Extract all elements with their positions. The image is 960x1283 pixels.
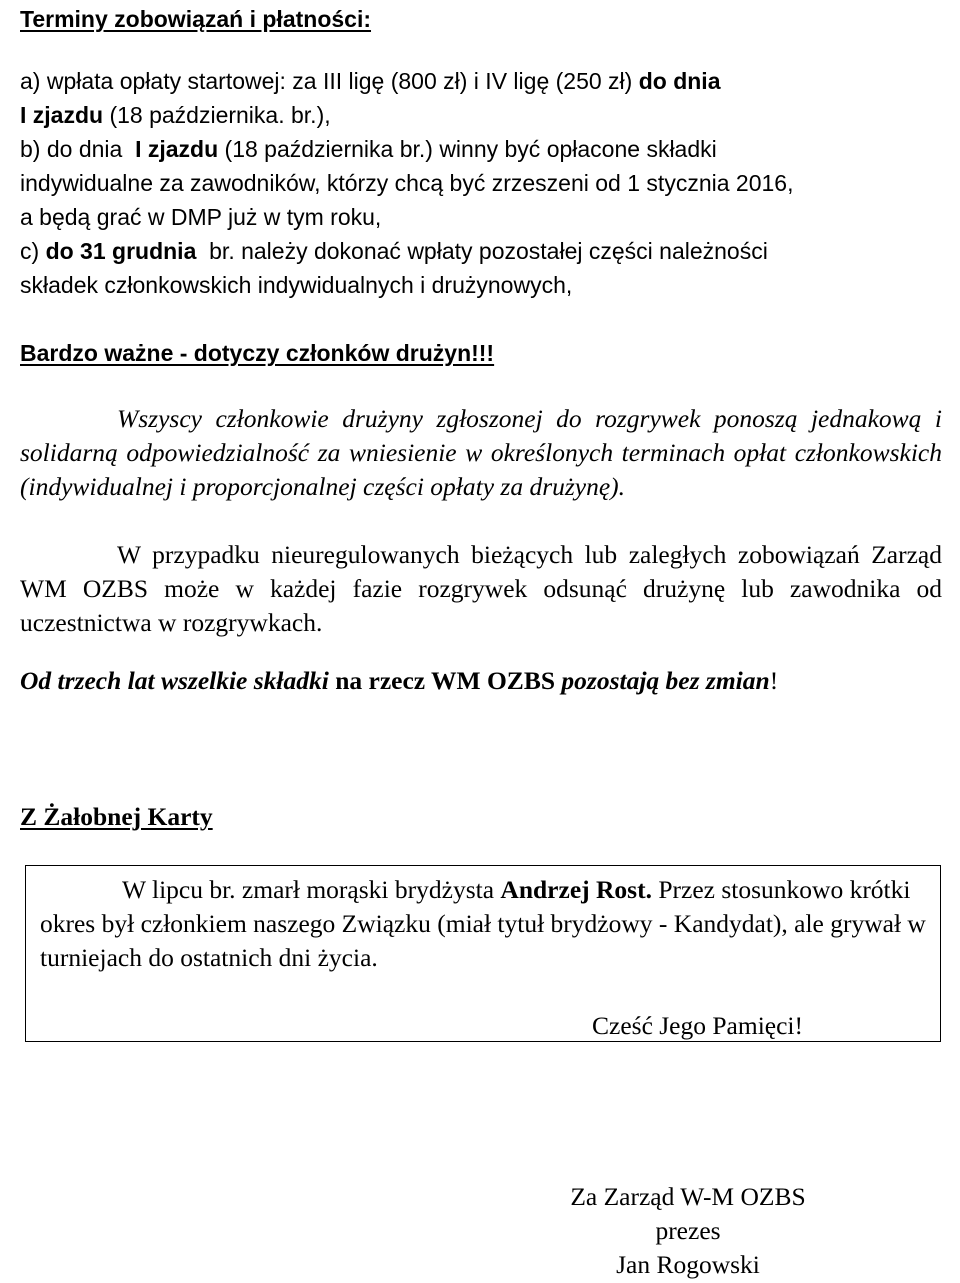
fees-end: ! xyxy=(769,666,779,695)
obituary-text xyxy=(40,873,930,975)
obituary-name: Andrzej Rost. xyxy=(500,875,652,904)
term-b-line2: indywidualne za zawodników, którzy chcą być zrzeszeni od 1 stycznia 2016, xyxy=(20,170,794,196)
term-b-line1 xyxy=(20,132,945,166)
term-b-line3: a będą grać w DMP już w tym roku, xyxy=(20,204,382,230)
obituary-heading: Z Żałobnej Karty xyxy=(20,802,213,831)
terms-list xyxy=(20,64,945,302)
fees-bold: na rzecz WM OZBS xyxy=(335,666,556,695)
terms-heading: Terminy zobowiązań i płatności: xyxy=(20,6,372,32)
obituary-box xyxy=(25,865,941,1042)
signature-line-1: Za Zarząd W-M OZBS xyxy=(570,1182,806,1211)
term-a-deadline-2: I zjazdu xyxy=(20,102,104,128)
term-c-line2: składek członkowskich indywidualnych i drużynowych, xyxy=(20,272,573,298)
obituary-text-2: Przez stosunkowo krótki okres był członkiem naszego Związku (miał tytuł brydżowy - Kandydat), ale grywał w turniejach do ostatnich dni życia. xyxy=(40,875,926,972)
signature-line-2: prezes xyxy=(655,1216,721,1245)
obituary-memory: Cześć Jego Pamięci! xyxy=(592,1011,804,1040)
signature-block xyxy=(558,1180,818,1282)
important-paragraph-1: Wszyscy członkowie drużyny zgłoszonej do rozgrywek ponoszą jednakową i solidarną odpowiedzialność za wniesienie w określonych terminach opłat członkowskich (indywidualnej i proporcjonalnej części opłaty za drużynę). xyxy=(20,404,942,501)
term-b-prefix: b) do dnia xyxy=(20,136,123,162)
fees-italic-2: pozostają bez zmian xyxy=(561,666,770,695)
obituary-text-1: W lipcu br. zmarł morąski brydżysta xyxy=(122,875,495,904)
term-a-text: a) wpłata opłaty startowej: za III ligę (800 zł) i IV ligę (250 zł) xyxy=(20,68,633,94)
term-a-tail: (18 października. br.), xyxy=(109,102,331,128)
term-a-line2 xyxy=(20,98,945,132)
term-c-text1: br. należy dokonać wpłaty pozostałej części należności xyxy=(209,238,768,264)
term-b-text1: (18 października br.) winny być opłacone składki xyxy=(224,136,717,162)
signature-name: Jan Rogowski xyxy=(616,1250,760,1279)
term-c-deadline: do 31 grudnia xyxy=(45,238,197,264)
term-a-line1 xyxy=(20,64,945,98)
fees-italic-1: Od trzech lat wszelkie składki xyxy=(20,666,329,695)
important-paragraph-2: W przypadku nieuregulowanych bieżących lub zaległych zobowiązań Zarząd WM OZBS może w każdej fazie rozgrywek odsunąć drużynę lub zawodnika od uczestnictwa w rozgrywkach. xyxy=(20,540,942,637)
fees-notice xyxy=(20,664,778,698)
term-a-deadline: do dnia xyxy=(638,68,721,94)
term-c-prefix: c) xyxy=(20,238,40,264)
term-b-deadline: I zjazdu xyxy=(135,136,219,162)
important-heading: Bardzo ważne - dotyczy członków drużyn!!! xyxy=(20,340,495,366)
term-c-line1 xyxy=(20,234,945,268)
